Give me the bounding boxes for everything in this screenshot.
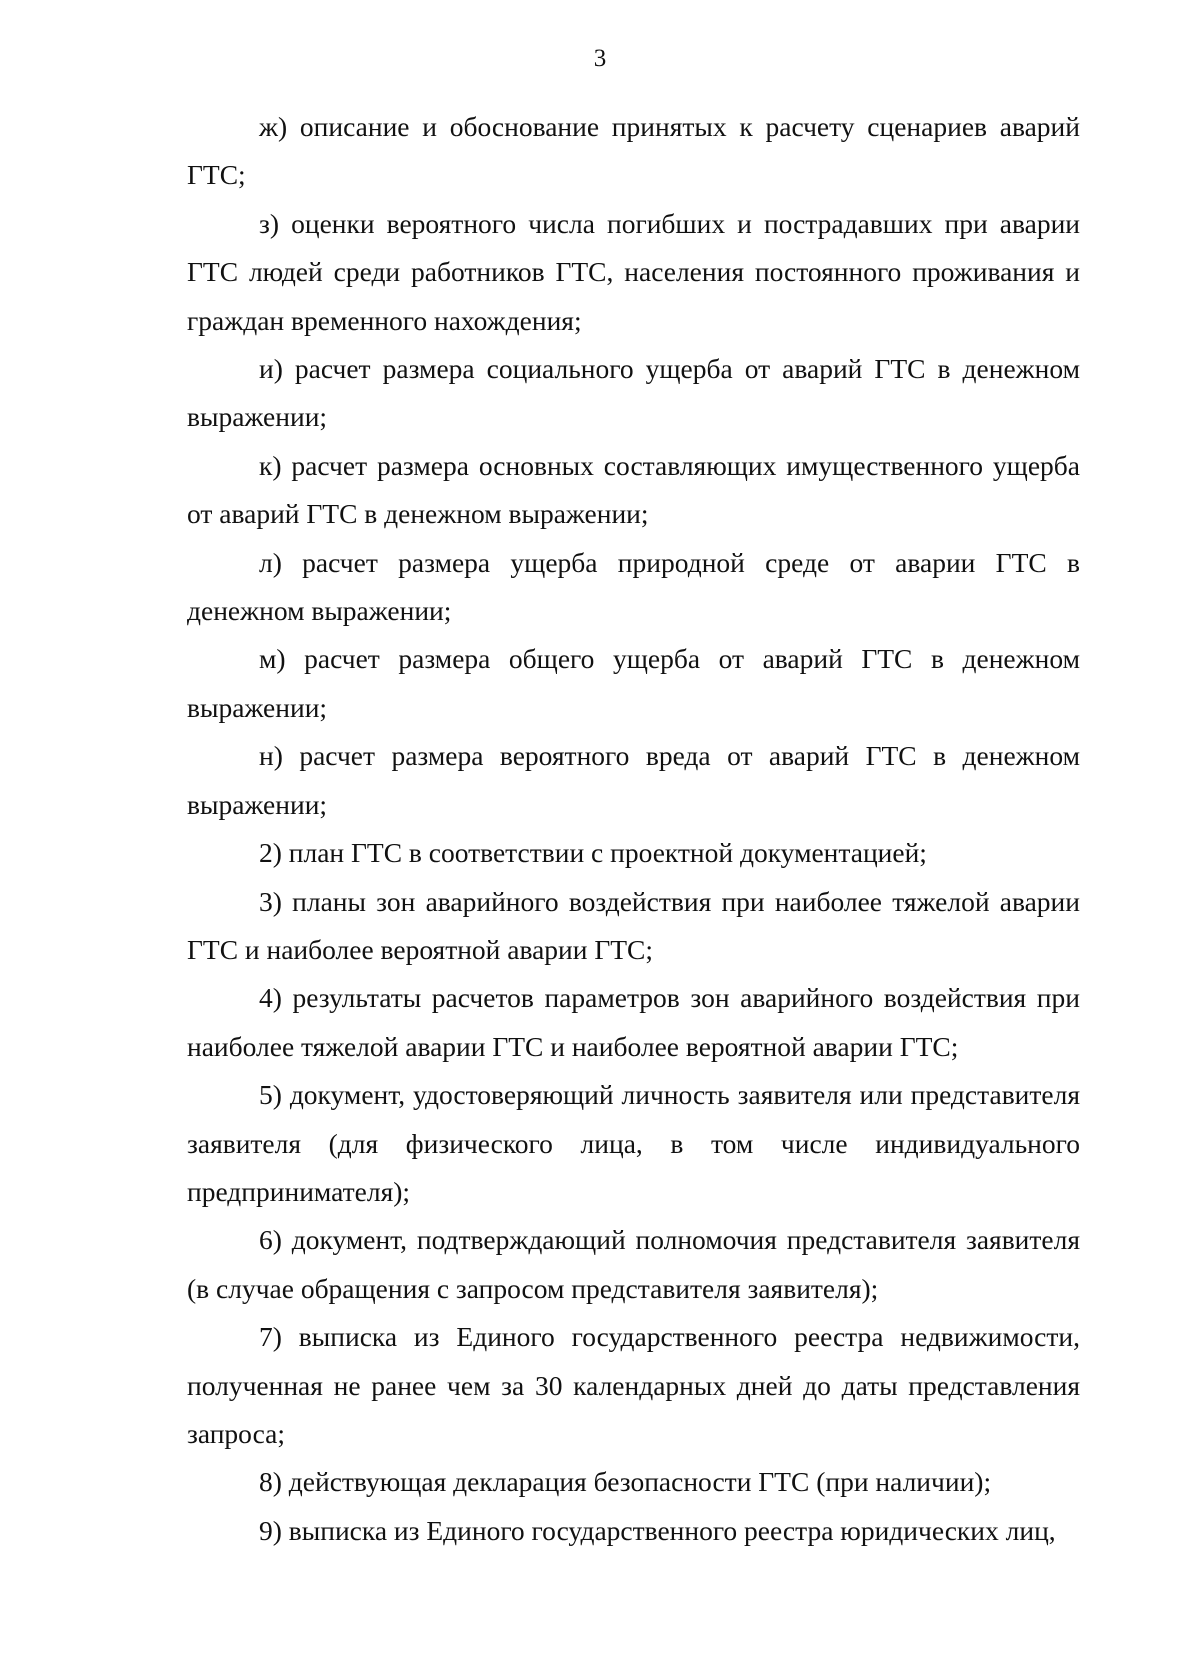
paragraph-4-zone-calculations: 4) результаты расчетов параметров зон аварийного воздействия при наиболее тяжелой аварии ГТС и наиболее вероятной аварии ГТС; [187, 982, 1080, 1062]
paragraph-5-identity-document: 5) документ, удостоверяющий личность заявителя или представителя заявителя (для физического лица, в том числе индивидуального предпринимателя); [187, 1079, 1080, 1207]
paragraph-i-social-damage: и) расчет размера социального ущерба от аварий ГТС в денежном выражении; [187, 353, 1080, 433]
document-body [187, 103, 1080, 1555]
paragraph-n-probable-harm: н) расчет размера вероятного вреда от аварий ГТС в денежном выражении; [187, 740, 1080, 820]
paragraph-9-legal-entities-registry: 9) выписка из Единого государственного реестра юридических лиц, [259, 1514, 1056, 1546]
paragraph-zh-scenarios: ж) описание и обоснование принятых к расчету сценариев аварий ГТС; [187, 111, 1080, 191]
paragraph-l-environment-damage: л) расчет размера ущерба природной среде от аварии ГТС в денежном выражении; [187, 546, 1080, 627]
paragraph-z-casualties: з) оценки вероятного числа погибших и пострадавших при аварии ГТС людей среди работников ГТС, населения постоянного проживания и граждан временного нахождения; [187, 207, 1080, 336]
page-number: 3 [593, 45, 607, 72]
paragraph-m-total-damage: м) расчет размера общего ущерба от аварий ГТС в денежном выражении; [187, 643, 1080, 723]
paragraph-6-authority-document: 6) документ, подтверждающий полномочия представителя заявителя (в случае обращения с запросом представителя заявителя); [187, 1224, 1080, 1304]
paragraph-8-safety-declaration: 8) действующая декларация безопасности ГТС (при наличии); [259, 1466, 992, 1498]
paragraph-k-property-damage: к) расчет размера основных составляющих имущественного ущерба от аварий ГТС в денежном выражении; [187, 449, 1080, 530]
paragraph-3-zone-plans: 3) планы зон аварийного воздействия при наиболее тяжелой аварии ГТС и наиболее вероятной аварии ГТС; [187, 885, 1080, 965]
paragraph-7-property-registry: 7) выписка из Единого государственного реестра недвижимости, полученная не ранее чем за 30 календарных дней до даты представления запроса; [187, 1321, 1080, 1449]
paragraph-2-plan: 2) план ГТС в соответствии с проектной документацией; [259, 837, 927, 869]
